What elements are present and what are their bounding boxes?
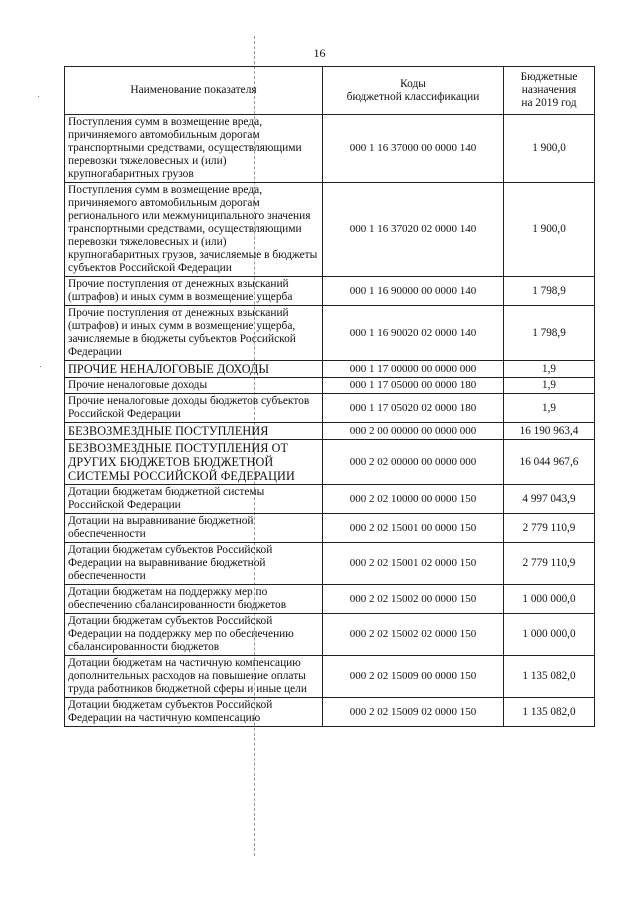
table-row	[65, 698, 595, 727]
header-row	[65, 67, 595, 115]
table-body	[65, 115, 595, 727]
table-row	[65, 514, 595, 543]
row-code-cell: 000 2 02 10000 00 0000 150	[323, 485, 504, 514]
table-row	[65, 277, 595, 306]
table-row	[65, 656, 595, 698]
row-code-cell: 000 1 16 90020 02 0000 140	[323, 306, 504, 361]
header-amount-text: Бюджетные назначения на 2019 год	[520, 71, 578, 109]
row-code-cell: 000 2 02 15009 02 0000 150	[323, 698, 504, 727]
row-name-cell: БЕЗВОЗМЕЗДНЫЕ ПОСТУПЛЕНИЯ ОТ ДРУГИХ БЮДЖЕТОВ БЮДЖЕТНОЙ СИСТЕМЫ РОССИЙСКОЙ ФЕДЕРАЦИИ	[65, 440, 323, 485]
row-name-cell: Прочие поступления от денежных взысканий (штрафов) и иных сумм в возмещение ущерба	[65, 277, 323, 306]
row-name-cell: ПРОЧИЕ НЕНАЛОГОВЫЕ ДОХОДЫ	[65, 361, 323, 378]
row-name-cell: Дотации бюджетам субъектов Российской Федерации на частичную компенсацию	[65, 698, 323, 727]
row-name-cell: Поступления сумм в возмещение вреда, причиняемого автомобильным дорогам регионального или межмуниципального значения транспортными средствами, осуществляющими перевозки тяжеловесных и (или) крупногабаритных грузов, зачисляемые в бюджеты субъектов Российской Федерации	[65, 183, 323, 277]
header-amount	[504, 67, 595, 115]
row-name-cell: БЕЗВОЗМЕЗДНЫЕ ПОСТУПЛЕНИЯ	[65, 423, 323, 440]
page-number: 16	[313, 46, 326, 60]
row-amount-cell: 16 190 963,4	[504, 423, 595, 440]
row-code-cell: 000 2 02 15001 00 0000 150	[323, 514, 504, 543]
header-code	[323, 67, 504, 115]
row-amount-cell: 1 798,9	[504, 306, 595, 361]
row-amount-cell: 1 000 000,0	[504, 585, 595, 614]
row-name-cell: Дотации бюджетам субъектов Российской Федерации на поддержку мер по обеспечению сбалансированности бюджетов	[65, 614, 323, 656]
row-code-cell: 000 2 02 15002 00 0000 150	[323, 585, 504, 614]
row-amount-cell: 2 779 110,9	[504, 543, 595, 585]
row-name-cell: Дотации на выравнивание бюджетной обеспеченности	[65, 514, 323, 543]
row-amount-cell: 2 779 110,9	[504, 514, 595, 543]
row-amount-cell: 1 798,9	[504, 277, 595, 306]
header-code-text: Коды бюджетной классификации	[346, 77, 480, 103]
row-code-cell: 000 1 17 05000 00 0000 180	[323, 378, 504, 394]
table-row	[65, 306, 595, 361]
row-amount-cell: 1 135 082,0	[504, 698, 595, 727]
table-row	[65, 183, 595, 277]
row-code-cell: 000 1 17 05020 02 0000 180	[323, 394, 504, 423]
table-row	[65, 394, 595, 423]
row-name-cell: Дотации бюджетам бюджетной системы Российской Федерации	[65, 485, 323, 514]
row-amount-cell: 1,9	[504, 394, 595, 423]
header-name: Наименование показателя	[65, 67, 323, 115]
row-amount-cell: 1,9	[504, 361, 595, 378]
row-amount-cell: 1,9	[504, 378, 595, 394]
row-code-cell: 000 1 16 37000 00 0000 140	[323, 115, 504, 183]
row-amount-cell: 1 900,0	[504, 183, 595, 277]
row-code-cell: 000 1 16 37020 02 0000 140	[323, 183, 504, 277]
row-name-cell: Прочие неналоговые доходы бюджетов субъектов Российской Федерации	[65, 394, 323, 423]
row-name-cell: Дотации бюджетам субъектов Российской Федерации на выравнивание бюджетной обеспеченности	[65, 543, 323, 585]
row-code-cell: 000 1 16 90000 00 0000 140	[323, 277, 504, 306]
row-code-cell: 000 1 17 00000 00 0000 000	[323, 361, 504, 378]
table-row	[65, 423, 595, 440]
table-row	[65, 115, 595, 183]
table-row	[65, 378, 595, 394]
table-row	[65, 543, 595, 585]
row-amount-cell: 1 900,0	[504, 115, 595, 183]
row-amount-cell: 16 044 967,6	[504, 440, 595, 485]
row-amount-cell: 1 000 000,0	[504, 614, 595, 656]
row-code-cell: 000 2 02 15002 02 0000 150	[323, 614, 504, 656]
row-code-cell: 000 2 02 15001 02 0000 150	[323, 543, 504, 585]
row-name-cell: Прочие поступления от денежных взысканий (штрафов) и иных сумм в возмещение ущерба, зачисляемые в бюджеты субъектов Российской Федерации	[65, 306, 323, 361]
row-amount-cell: 4 997 043,9	[504, 485, 595, 514]
row-name-cell: Дотации бюджетам на поддержку мер по обеспечению сбалансированности бюджетов	[65, 585, 323, 614]
table-row	[65, 440, 595, 485]
scan-speck	[38, 96, 39, 97]
row-code-cell: 000 2 02 15009 00 0000 150	[323, 656, 504, 698]
row-amount-cell: 1 135 082,0	[504, 656, 595, 698]
row-name-cell: Прочие неналоговые доходы	[65, 378, 323, 394]
table-row	[65, 361, 595, 378]
table-row	[65, 485, 595, 514]
row-name-cell: Дотации бюджетам на частичную компенсацию дополнительных расходов на повышение оплаты труда работников бюджетной сферы и иные цели	[65, 656, 323, 698]
scan-speck	[40, 366, 41, 367]
table-row	[65, 585, 595, 614]
row-code-cell: 000 2 00 00000 00 0000 000	[323, 423, 504, 440]
table-row	[65, 614, 595, 656]
row-code-cell: 000 2 02 00000 00 0000 000	[323, 440, 504, 485]
budget-table	[64, 66, 595, 727]
row-name-cell: Поступления сумм в возмещение вреда, причиняемого автомобильным дорогам транспортными средствами, осуществляющими перевозки тяжеловесных и (или) крупногабаритных грузов	[65, 115, 323, 183]
